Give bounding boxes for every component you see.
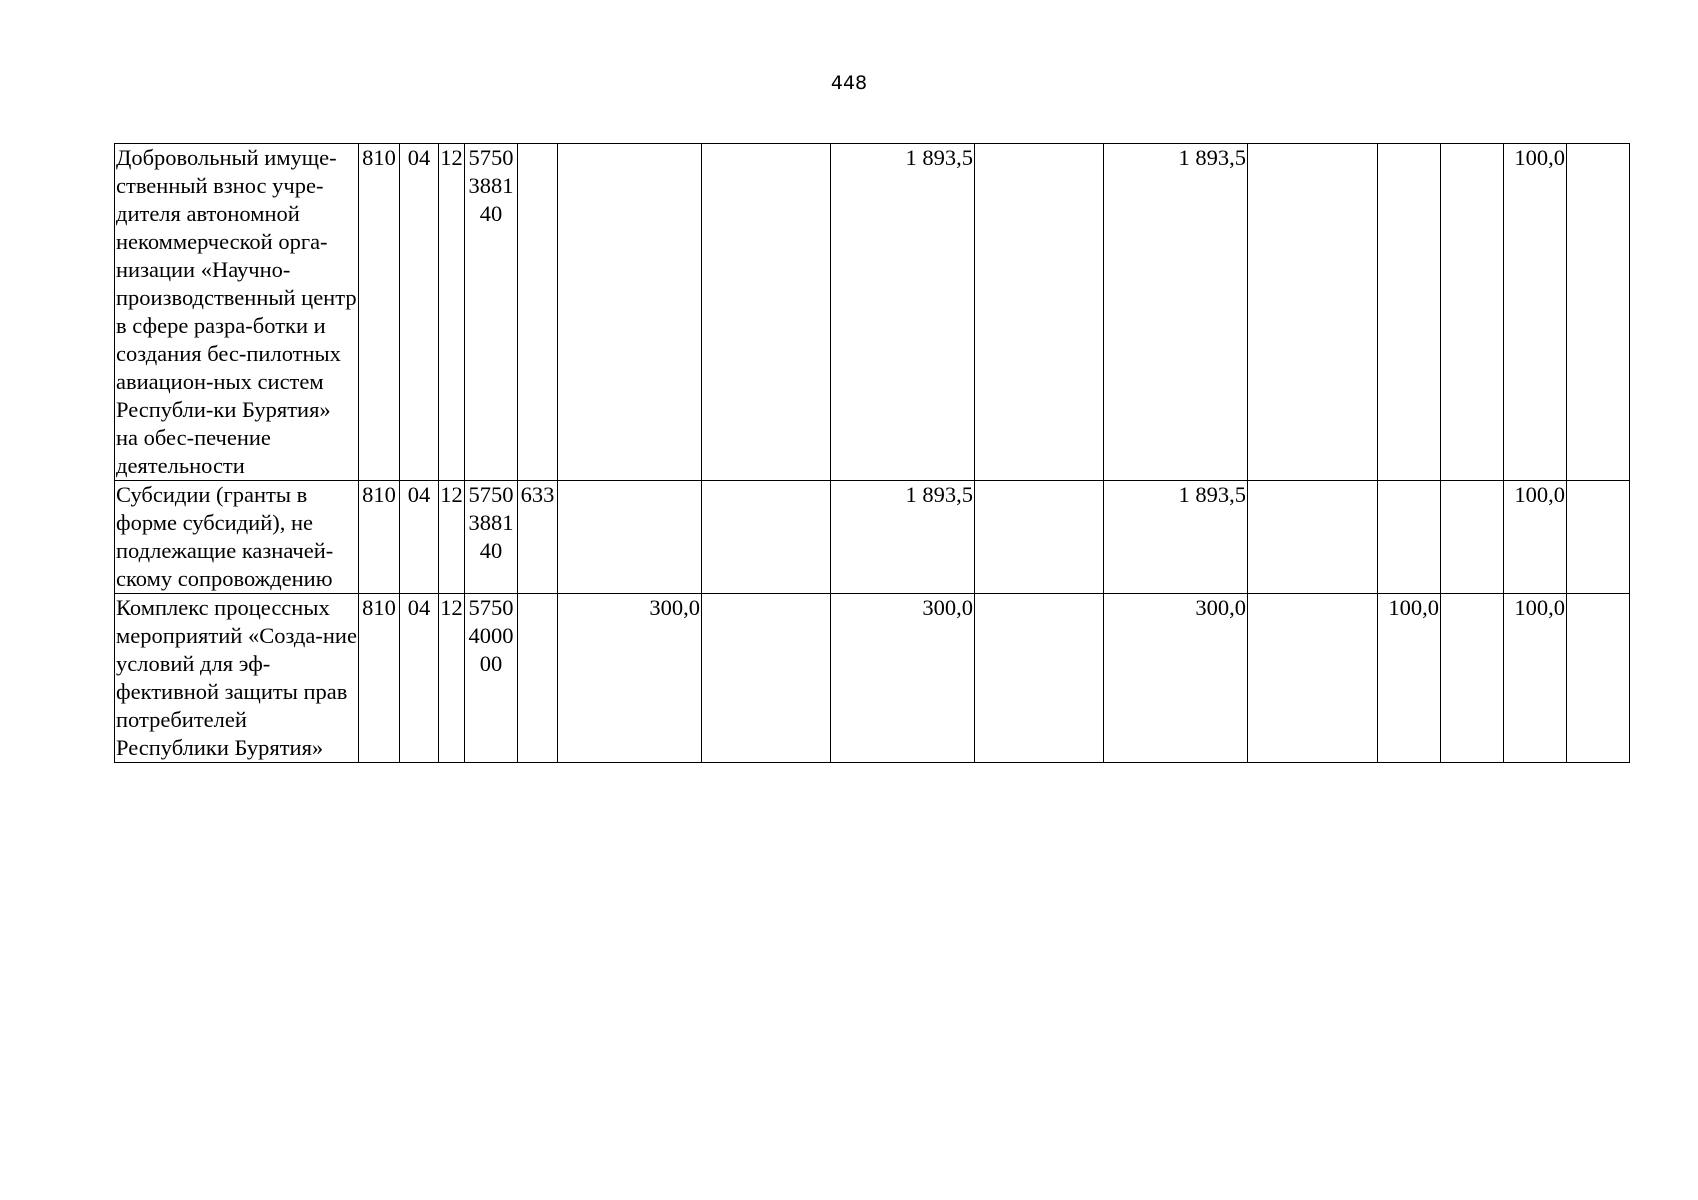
cs-code-part: 3881 <box>468 173 514 198</box>
vr-code <box>518 594 558 763</box>
value-cell <box>702 144 831 481</box>
value-cell: 300,0 <box>558 594 702 763</box>
row-name: Комплекс процессных мероприятий «Созда-ние условий для эф-фективной защиты прав потребителей Республики Бурятия» <box>115 594 359 763</box>
table-row <box>115 144 1630 481</box>
value-cell <box>1248 594 1378 763</box>
pr-code: 12 <box>439 481 465 594</box>
cs-code-part: 5750 <box>468 482 514 507</box>
value-cell: 100,0 <box>1504 144 1567 481</box>
value-cell <box>558 481 702 594</box>
value-cell <box>975 594 1104 763</box>
value-cell <box>1248 144 1378 481</box>
row-name: Субсидии (гранты в форме субсидий), не подлежащие казначей-скому сопровождению <box>115 481 359 594</box>
value-cell: 1 893,5 <box>831 481 975 594</box>
rz-code: 04 <box>400 481 439 594</box>
value-cell: 100,0 <box>1504 481 1567 594</box>
vr-code <box>518 144 558 481</box>
budget-table <box>114 143 1630 763</box>
value-cell: 1 893,5 <box>831 144 975 481</box>
pr-code: 12 <box>439 594 465 763</box>
rz-code: 04 <box>400 144 439 481</box>
table-row <box>115 594 1630 763</box>
value-cell <box>702 481 831 594</box>
value-cell: 100,0 <box>1378 594 1441 763</box>
cs-code-part: 3881 <box>468 510 514 535</box>
value-cell: 1 893,5 <box>1104 144 1248 481</box>
value-cell: 300,0 <box>1104 594 1248 763</box>
cs-code-part: 40 <box>479 201 503 226</box>
value-cell <box>1567 144 1630 481</box>
value-cell <box>1378 144 1441 481</box>
row-name: Добровольный имуще-ственный взнос учре-дителя автономной некоммерческой орга-низации «Научно-производственный центр в сфере разра-ботки и создания бес-пилотных авиацион-ных систем Республи-ки Бурятия» на обес-печение деятельности <box>115 144 359 481</box>
cs-code-part: 5750 <box>468 145 514 170</box>
value-cell: 1 893,5 <box>1104 481 1248 594</box>
gr-code: 810 <box>359 481 400 594</box>
value-cell <box>1441 481 1504 594</box>
value-cell <box>975 481 1104 594</box>
value-cell: 100,0 <box>1504 594 1567 763</box>
value-cell <box>702 594 831 763</box>
gr-code: 810 <box>359 594 400 763</box>
cs-code <box>465 594 518 763</box>
page-number: 448 <box>830 72 868 94</box>
value-cell <box>975 144 1104 481</box>
cs-code <box>465 144 518 481</box>
vr-code: 633 <box>518 481 558 594</box>
table-row <box>115 481 1630 594</box>
value-cell <box>1441 144 1504 481</box>
value-cell <box>1441 594 1504 763</box>
cs-code-part: 00 <box>479 651 503 676</box>
pr-code: 12 <box>439 144 465 481</box>
value-cell <box>1248 481 1378 594</box>
value-cell <box>1378 481 1441 594</box>
gr-code: 810 <box>359 144 400 481</box>
cs-code-part: 40 <box>479 538 503 563</box>
cs-code-part: 5750 <box>468 595 514 620</box>
rz-code: 04 <box>400 594 439 763</box>
value-cell <box>1567 481 1630 594</box>
value-cell <box>558 144 702 481</box>
cs-code <box>465 481 518 594</box>
cs-code-part: 4000 <box>468 623 514 648</box>
value-cell <box>1567 594 1630 763</box>
value-cell: 300,0 <box>831 594 975 763</box>
